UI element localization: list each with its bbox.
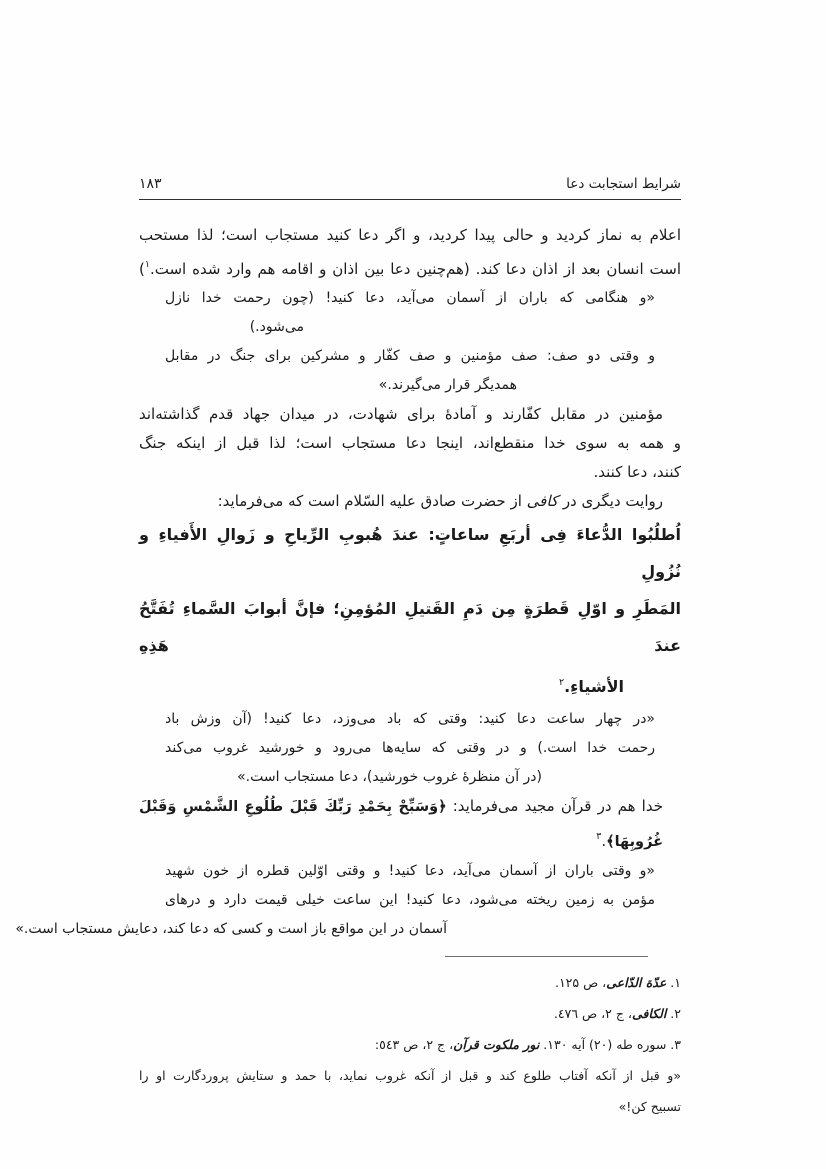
text-segment: ، ج ۲، ص ٥٤٣: <box>374 1037 454 1052</box>
text-segment: همدیگر قرار می‌گیرند.» <box>378 377 517 393</box>
text-segment: مؤمنین در مقابل کفّارند و آمادهٔ برای شهادت، در میدان جهاد قدم گذاشته‌اند <box>139 405 663 423</box>
page-body <box>15 221 681 944</box>
page-number: ۱۸۳ <box>139 176 162 192</box>
body-line <box>165 284 655 313</box>
text-segment: است انسان بعد از اذان دعا کند. (هم‌چنین دعا بین اذان و اقامه هم وارد شده است. <box>149 260 681 278</box>
text-segment: می‌شود.) <box>249 319 304 335</box>
footnote-line <box>139 1091 681 1122</box>
text-segment-sup: ۳ <box>596 831 602 842</box>
footnote-line <box>139 998 681 1029</box>
body-line <box>165 886 655 915</box>
text-segment: الأشیاءِ. <box>564 677 624 696</box>
text-segment: «و وقتی باران از آسمان می‌آید، دعا کنید! و وقتی اوّلین قطره از خون شهید <box>165 863 655 879</box>
text-segment: از حضرت صادق علیه السّلام است که می‌فرماید: <box>217 492 527 510</box>
body-line <box>165 763 655 792</box>
body-line <box>139 429 681 458</box>
footnote-line <box>139 1029 681 1060</box>
text-segment-title: عدّة الدّاعی <box>606 975 667 990</box>
body-line <box>165 342 655 371</box>
text-segment: آسمان در این مواقع باز است و کسی که دعا کند، دعایش مستجاب است.» <box>15 921 447 937</box>
text-segment: خدا هم در قرآن مجید می‌فرماید: <box>446 797 663 815</box>
text-segment: اعلام به نماز کردید و حالی پیدا کردید، و اگر دعا کنید مستجاب است؛ لذا مستحب <box>139 226 681 244</box>
footnotes <box>139 967 681 1122</box>
quote-block <box>139 705 681 792</box>
text-segment: «در چهار ساعت دعا کنید: وقتی که باد می‌وزد، دعا کنید! (آن وزش باد <box>165 711 655 727</box>
text-segment: ، ج ۲، ص ٤٧٦. <box>553 1006 632 1021</box>
text-segment: و همه به سوی خدا منقطع‌اند، اینجا دعا مستجاب است؛ لذا قبل از اینکه جنگ <box>139 434 681 452</box>
body-line <box>139 487 681 516</box>
text-segment: مؤمن به زمین ریخته می‌شود، دعا کنید! این ساعت خیلی قیمت دارد و درهای <box>165 892 655 908</box>
text-segment-title: الکافی <box>631 1006 667 1021</box>
footnote-separator <box>445 956 648 957</box>
body-line <box>139 664 681 705</box>
footnote-line <box>139 967 681 998</box>
body-line <box>139 221 681 250</box>
text-segment: اُطلُبُوا الدُّعاءَ فِی أربَعِ ساعاتٍ: عندَ هُبوبِ الرِّیاحِ و زَوالِ الأَفیاءِ و نُزُولِ <box>139 525 681 581</box>
text-segment-italic: کافی <box>526 492 559 510</box>
text-segment: ۲. <box>666 1006 681 1021</box>
body-line <box>165 734 655 763</box>
text-segment: و وقتی دو صف: صف مؤمنین و صف کفّار و مشرکین برای جنگ در مقابل <box>165 348 655 364</box>
text-segment: ۳. سوره طه (۲۰) آیه ۱۳۰. <box>539 1037 681 1052</box>
header-rule <box>139 199 681 200</box>
text-segment: (در آن منظرهٔ غروب خورشید)، دعا مستجاب است.» <box>237 769 542 785</box>
body-line <box>139 590 681 664</box>
main-block <box>139 792 681 857</box>
text-segment: ۱. <box>666 975 681 990</box>
text-segment: کنند، دعا کنند. <box>593 463 681 481</box>
quote-block <box>15 857 681 944</box>
body-line <box>139 458 681 487</box>
text-segment-quran: ﴿وَسَبِّحْ بِحَمْدِ رَبِّكَ قَبْلَ طُلُوعِ الشَّمْسِ وَقَبْلَ غُرُوبِهَا﴾ <box>139 799 663 850</box>
body-line <box>139 792 681 857</box>
body-line <box>165 705 655 734</box>
arabic-block <box>139 516 681 705</box>
page-content <box>15 176 681 1122</box>
text-segment: المَطَرِ و اوّلِ قَطرَةٍ مِن دَمِ القَتیلِ المُؤمِنِ؛ فإنَّ أبوابَ السَّماءِ تُفَتَّحُ عندَ هَذِهِ <box>139 599 681 655</box>
text-segment: روایت دیگری در <box>558 492 663 510</box>
running-title: شرایط استجابت دعا <box>566 176 681 192</box>
text-segment-sup: ۱ <box>144 259 150 270</box>
text-segment-title: نور ملکوت قرآن <box>453 1037 540 1052</box>
body-line <box>165 313 655 342</box>
body-line <box>15 915 655 944</box>
quote-block <box>139 284 681 400</box>
text-segment: ، ص ۱۲۵. <box>554 975 607 990</box>
body-line <box>139 250 681 284</box>
body-line <box>139 516 681 590</box>
body-line <box>165 371 655 400</box>
footnote-line <box>139 1060 681 1091</box>
body-line <box>139 400 681 429</box>
text-segment: ) <box>139 260 145 278</box>
text-segment: «و هنگامی که باران از آسمان می‌آید، دعا کنید! (چون رحمت خدا نازل <box>165 290 655 306</box>
text-segment: . <box>601 832 607 850</box>
text-segment: رحمت خدا است.) و در وقتی که سایه‌ها می‌رود و خورشید غروب می‌کند <box>165 740 655 756</box>
text-segment-sup: ۲ <box>558 677 565 688</box>
text-segment: تسبیح کن!» <box>618 1099 681 1114</box>
main-block <box>139 221 681 284</box>
body-line <box>165 857 655 886</box>
page-header <box>139 176 681 192</box>
text-segment: «و قبل از آنکه آفتاب طلوع کند و قبل از آنکه غروب نماید، با حمد و ستایش پروردگارت او را <box>139 1068 681 1083</box>
main-block <box>139 400 681 516</box>
